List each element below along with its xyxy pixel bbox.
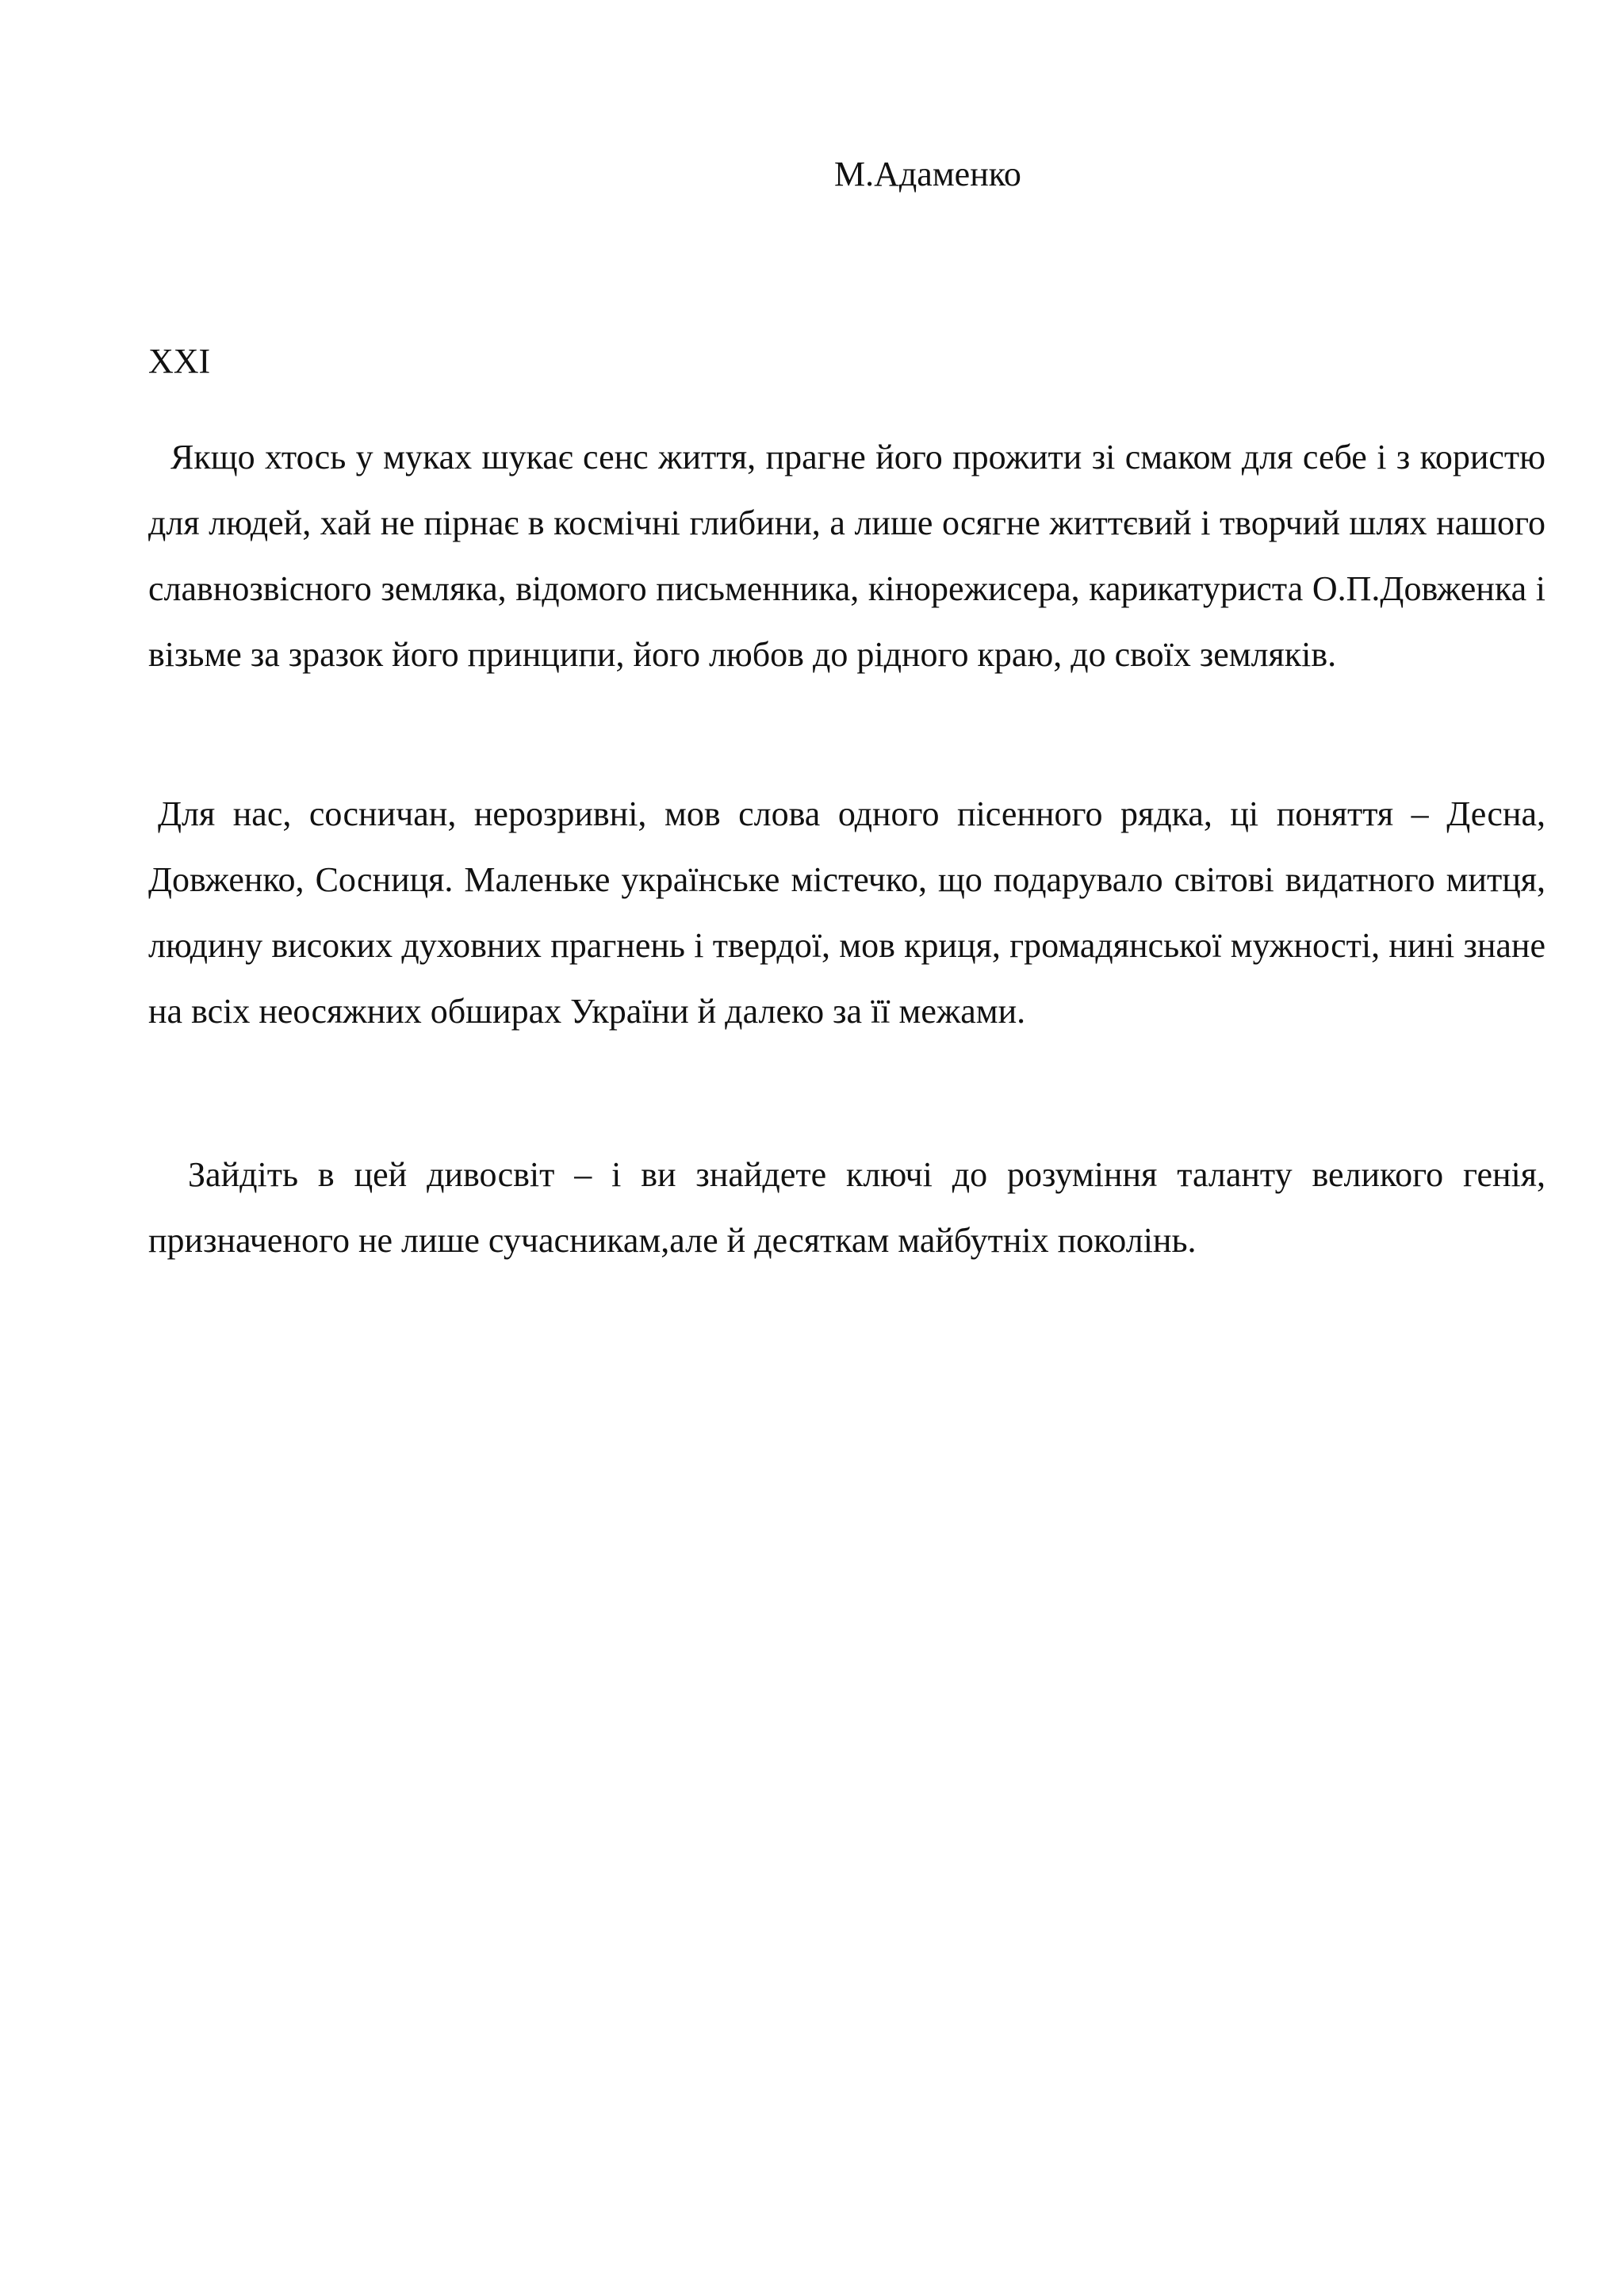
- author-name: М.Адаменко: [834, 155, 1021, 193]
- paragraph-3: Зайдіть в цей дивосвіт – і ви знайдете ключі до розуміння таланту великого генія, призначеного не лише сучасникам,але й десяткам майбутніх поколінь.: [148, 1155, 1545, 1260]
- paragraph-1: Якщо хтось у муках шукає сенс життя, прагне його прожити зі смаком для себе і з користю для людей, хай не пірнає в космічні глибини, а лише осягне життєвий і творчий шлях нашого славнозвісного земляка, відомого письменника, кінорежисера, карикатуриста О.П.Довженка і візьме за зразок його принципи, його любов до рідного краю, до своїх земляків.: [148, 438, 1545, 674]
- section-number: XXI: [148, 342, 211, 381]
- paragraph-2: Для нас, сосничан, нерозривні, мов слова одного пісенного рядка, ці поняття – Десна, Довженко, Сосниця. Маленьке українське містечко, що подарувало світові видатного митця, людину високих духовних прагнень і твердої, мов криця, громадянської мужності, нині знане на всіх неосяжних обширах України й далеко за її межами.: [148, 794, 1545, 1031]
